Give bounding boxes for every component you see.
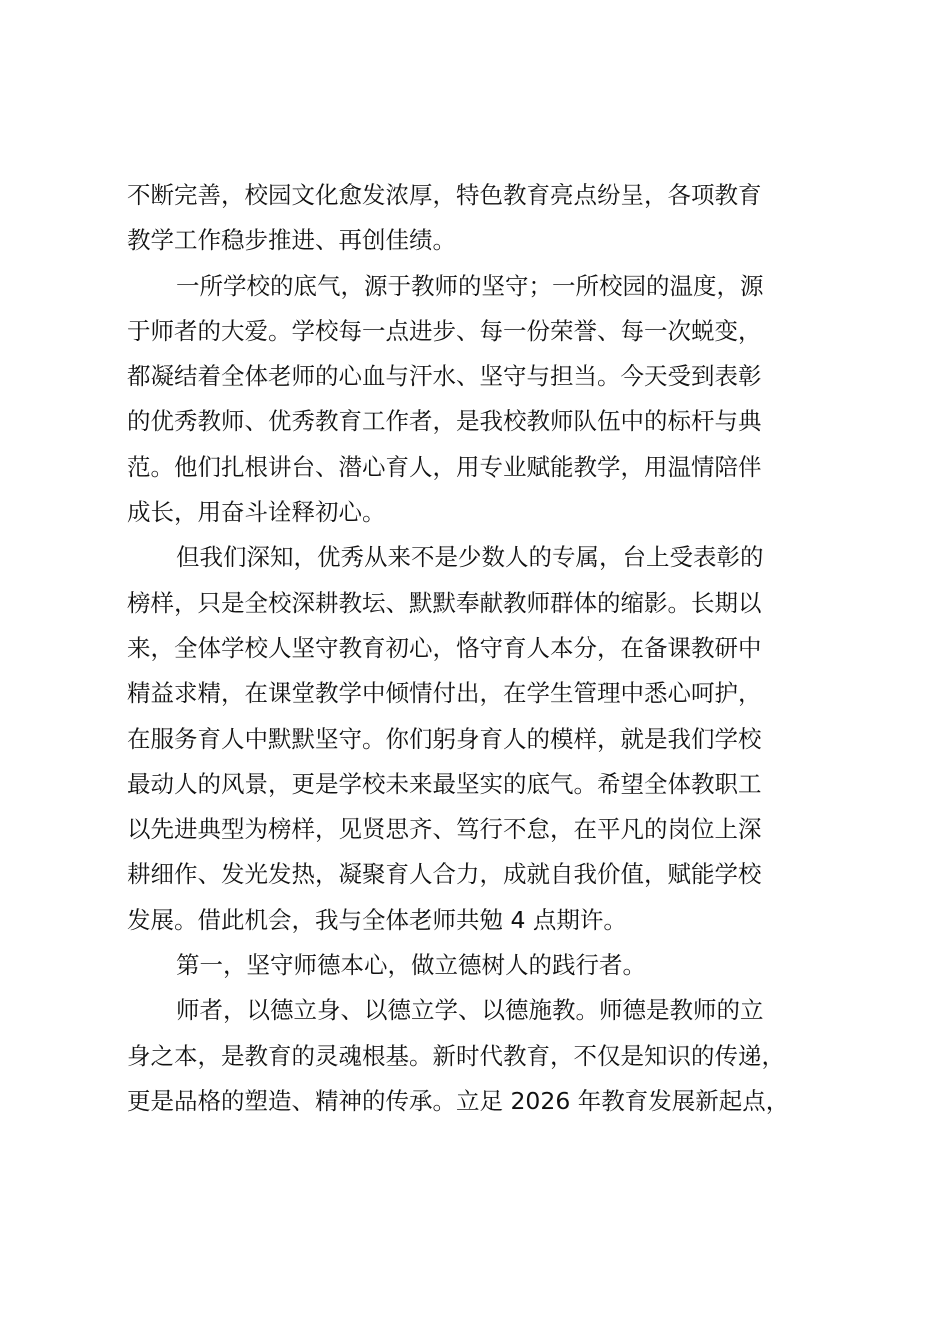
text-line: 第一，坚守师德本心，做立德树人的践行者。 — [176, 951, 646, 980]
text-line: 最动人的风景，更是学校未来最坚实的底气。希望全体教职工 — [127, 769, 762, 798]
text-line: 以先进典型为榜样，见贤思齐、笃行不怠，在平凡的岗位上深 — [127, 815, 762, 844]
text-line: 来，全体学校人坚守教育初心，恪守育人本分，在备课教研中 — [127, 633, 762, 662]
text-line: 范。他们扎根讲台、潜心育人，用专业赋能教学，用温情陪伴 — [127, 452, 762, 481]
text-line: 教学工作稳步推进、再创佳绩。 — [127, 226, 456, 255]
text-line: 榜样，只是全校深耕教坛、默默奉献教师群体的缩影。长期以 — [127, 588, 762, 617]
text-line: 一所学校的底气，源于教师的坚守；一所校园的温度，源 — [176, 271, 764, 300]
text-line: 身之本，是教育的灵魂根基。新时代教育，不仅是知识的传递， — [127, 1041, 785, 1070]
text-line: 发展。借此机会，我与全体老师共勉 4 点期许。 — [127, 905, 627, 934]
text-line: 的优秀教师、优秀教育工作者，是我校教师队伍中的标杆与典 — [127, 407, 762, 436]
text-line: 于师者的大爱。学校每一点进步、每一份荣誉、每一次蜕变， — [127, 316, 762, 345]
text-line: 成长，用奋斗诠释初心。 — [127, 498, 386, 527]
text-line: 在服务育人中默默坚守。你们躬身育人的模样，就是我们学校 — [127, 724, 762, 753]
document-body — [127, 173, 832, 1124]
text-line: 耕细作、发光发热，凝聚育人合力，成就自我价值，赋能学校 — [127, 860, 762, 889]
text-line: 都凝结着全体老师的心血与汗水、坚守与担当。今天受到表彰 — [127, 362, 762, 391]
text-line: 更是品格的塑造、精神的传承。立足 2026 年教育发展新起点， — [127, 1086, 790, 1115]
text-line: 但我们深知，优秀从来不是少数人的专属，台上受表彰的 — [176, 543, 764, 572]
text-line: 不断完善，校园文化愈发浓厚，特色教育亮点纷呈，各项教育 — [127, 181, 762, 209]
text-line: 精益求精，在课堂教学中倾情付出，在学生管理中悉心呵护， — [127, 679, 762, 708]
text-line: 师者，以德立身、以德立学、以德施教。师德是教师的立 — [176, 996, 764, 1025]
